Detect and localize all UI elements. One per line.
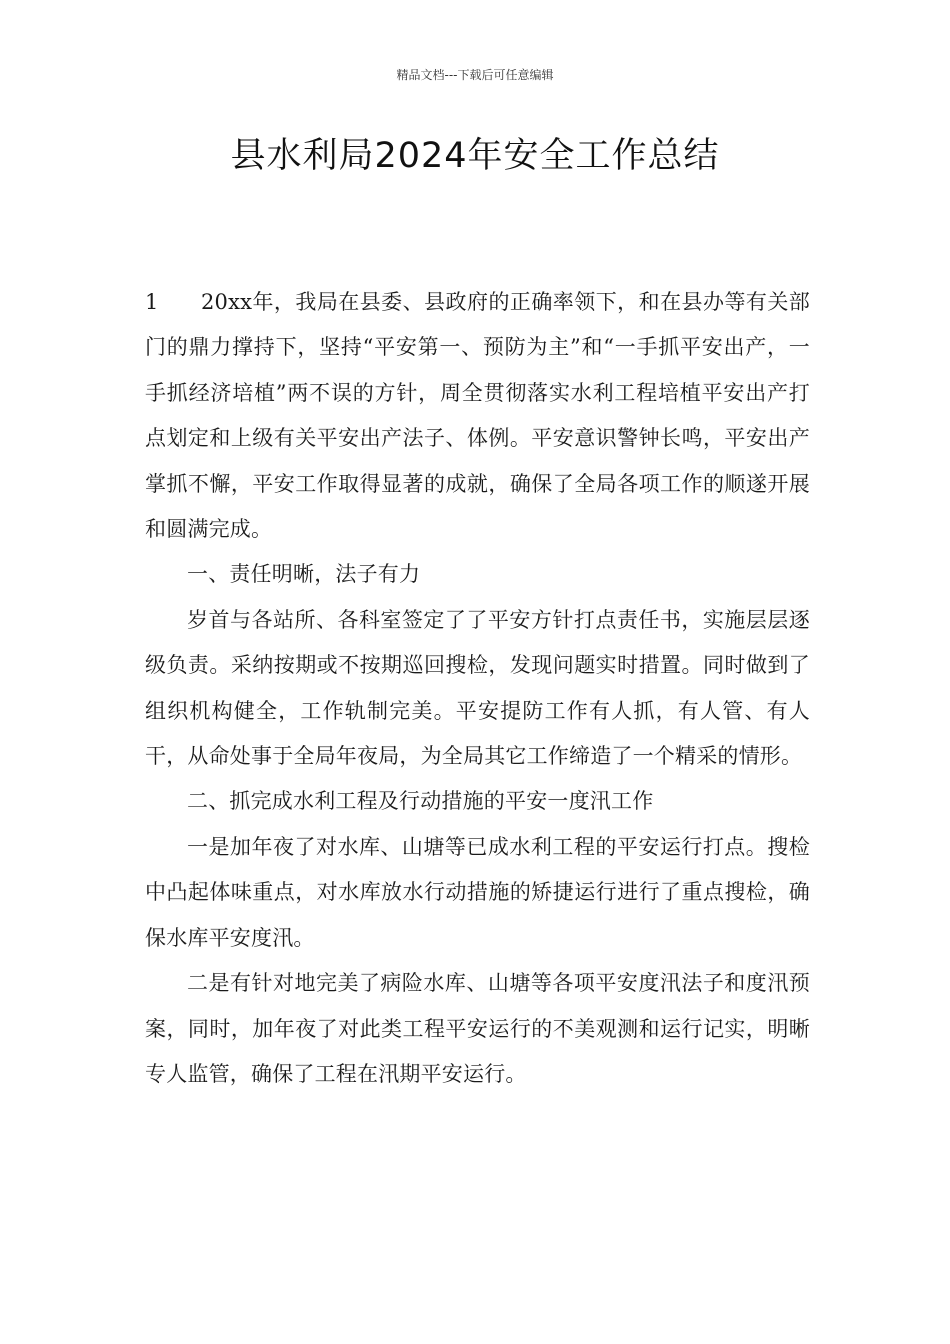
paragraph-reservoir-management: 一是加年夜了对水库、山塘等已成水利工程的平安运行打点。搜检中凸起体味重点，对水库放水行动措施的矫捷运行进行了重点搜检，确保水库平安度汛。 <box>145 834 810 950</box>
paragraph-number: 1 <box>145 290 159 314</box>
document-body <box>145 280 810 1097</box>
page-title: 县水利局2024年安全工作总结 <box>230 136 720 176</box>
header-note: 精品文档---下载后可任意编辑 <box>396 68 554 82</box>
paragraph-intro-text: 20xx年，我局在县委、县政府的正确率领下，和在县办等有关部门的鼎力撑持下，坚持“平安第一、预防为主”和“一手抓平安出产，一手抓经济培植”两不误的方针，周全贯彻落实水利工程培植平安出产打点划定和上级有关平安出产法子、体例。平安意识警钟长鸣，平安出产掌抓不懈，平安工作取得显著的成就，确保了全局各项工作的顺遂开展和圆满完成。 <box>145 290 810 542</box>
section-heading-1: 一、责任明晰，法子有力 <box>187 562 421 587</box>
paragraph-responsibility: 岁首与各站所、各科室签定了了平安方针打点责任书，实施层层逐级负责。采纳按期或不按期巡回搜检，发现问题实时措置。同时做到了组织机构健全，工作轨制完美。平安提防工作有人抓，有人管、有人干，从命处事于全局年夜局，为全局其它工作缔造了一个精采的情形。 <box>145 607 810 769</box>
section-heading-2: 二、抓完成水利工程及行动措施的平安一度汛工作 <box>187 789 654 814</box>
paragraph-intro <box>145 280 810 552</box>
paragraph-flood-plans: 二是有针对地完美了病险水库、山塘等各项平安度汛法子和度汛预案，同时，加年夜了对此类工程平安运行的不美观测和运行记实，明晰专人监管，确保了工程在汛期平安运行。 <box>145 971 810 1086</box>
